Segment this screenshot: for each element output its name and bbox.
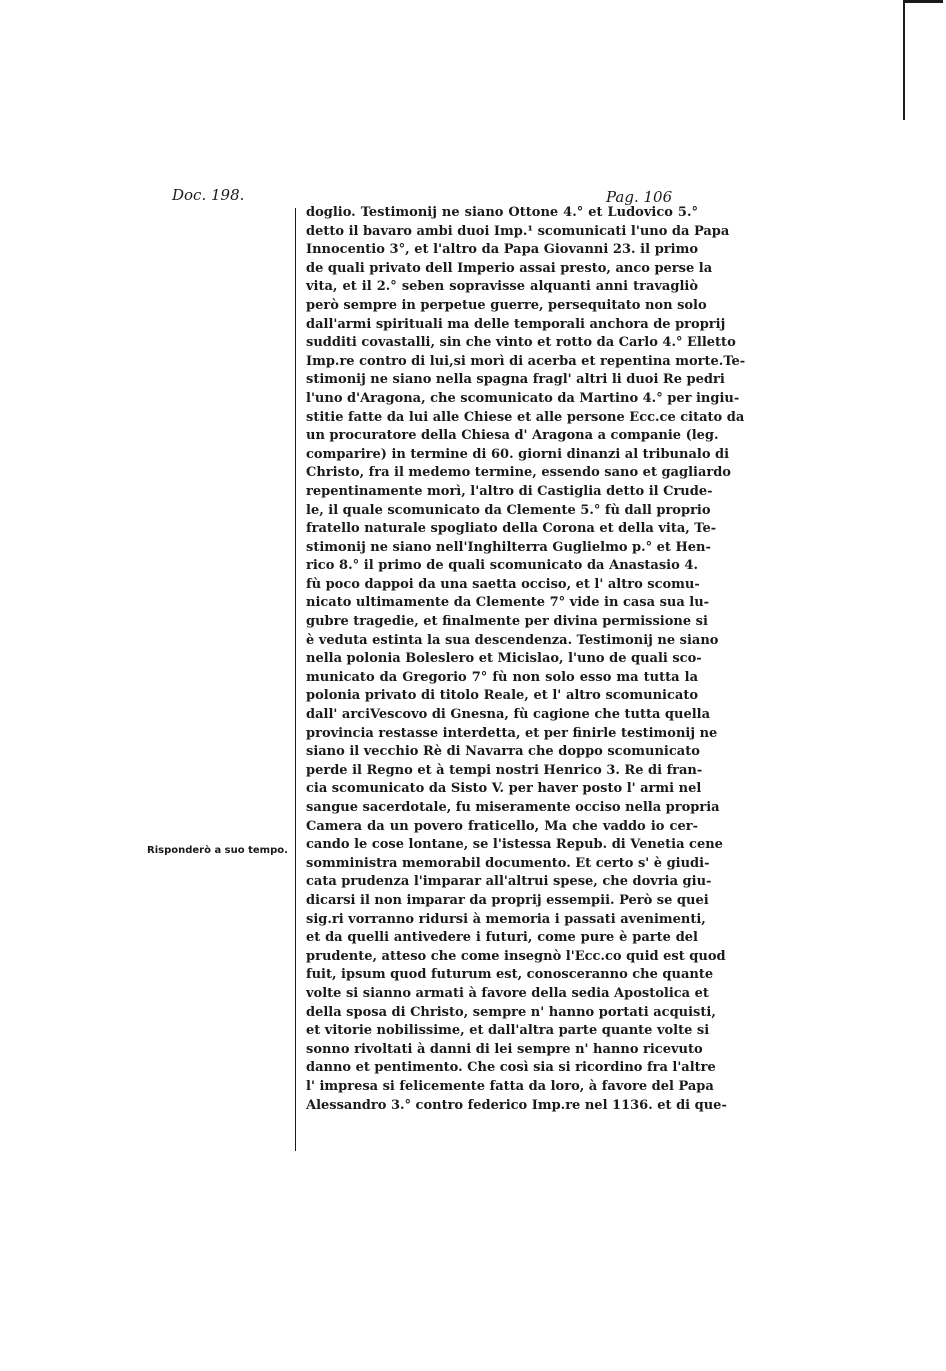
text-line: cando le cose lontane, se l'istessa Repub. di Venetia cene	[306, 837, 723, 853]
text-line: fù poco dappoi da una saetta occiso, et l' altro scomu-	[306, 576, 700, 592]
text-line: fuit, ipsum quod futurum est, conosceranno che quante	[306, 967, 714, 983]
text-line: somministra memorabil documento. Et certo s' è giudi-	[306, 855, 710, 871]
text-line: doglio. Testimonij ne siano Ottone 4.° et Ludovico 5.°	[306, 205, 698, 220]
text-line: municato da Gregorio 7° fù non solo esso ma tutta la	[306, 669, 698, 685]
text-line: fratello naturale spogliato della Corona et della vita, Te-	[306, 521, 717, 537]
text-line: danno et pentimento. Che così sia si ricordino fra l'altre	[306, 1060, 716, 1076]
text-line: nella polonia Boleslero et Micislao, l'uno de quali sco-	[306, 651, 702, 667]
text-line: provincia restasse interdetta, et per finirle testimonij ne	[306, 725, 718, 741]
text-line: Camera da un povero fraticello, Ma che vaddo io cer-	[306, 818, 698, 834]
text-line: sonno rivoltati à danni di lei sempre n' hanno ricevuto	[306, 1041, 703, 1057]
text-line: Alessandro 3.° contro federico Imp.re nel 1136. et di que-	[306, 1097, 727, 1113]
page-edge-mark	[903, 0, 905, 120]
page-number: Pag. 106	[606, 188, 673, 206]
text-line: perde il Regno et à tempi nostri Henrico 3. Re di fran-	[306, 762, 703, 778]
text-line: polonia privato di titolo Reale, et l' altro scomunicato	[306, 688, 698, 704]
text-line: sig.ri vorranno ridursi à memoria i passati avenimenti,	[306, 911, 706, 927]
doc-number: Doc. 198.	[172, 186, 245, 204]
text-line: et vitorie nobilissime, et dall'altra parte quante volte si	[306, 1023, 710, 1039]
text-line: dicarsi il non imparar da proprij essempii. Però se quei	[306, 892, 709, 908]
text-line: et da quelli antivedere i futuri, come pure è parte del	[306, 930, 698, 946]
text-line: detto il bavaro ambi duoi Imp.¹ scomunicati l'uno da Papa	[306, 223, 730, 239]
text-line: cia scomunicato da Sisto V. per haver posto l' armi nel	[306, 781, 702, 797]
text-line: Imp.re contro di lui,si morì di acerba et repentina morte.Te-	[306, 353, 746, 369]
text-line: dall'armi spirituali ma delle temporali anchora de proprij	[306, 316, 726, 332]
text-line: sangue sacerdotale, fu miseramente occiso nella propria	[306, 800, 720, 815]
text-line: rico 8.° il primo de quali scomunicato da Anastasio 4.	[306, 558, 698, 574]
text-line: volte si sianno armati à favore della sedia Apostolica et	[306, 985, 709, 1001]
text-line: repentinamente morì, l'altro di Castiglia detto il Crude-	[306, 483, 713, 499]
text-line: un procuratore della Chiesa d' Aragona a companie (leg.	[306, 428, 719, 444]
text-line: siano il vecchio Rè di Navarra che doppo scomunicato	[306, 744, 700, 760]
text-line: prudente, atteso che come insegnò l'Ecc.co quid est quod	[306, 948, 726, 964]
text-line: stimonij ne siano nella spagna fragl' altri li duoi Re pedri	[306, 372, 725, 388]
text-line: sudditi covastalli, sin che vinto et rotto da Carlo 4.° Elletto	[306, 335, 736, 351]
text-line: cata prudenza l'imparar all'altrui spese, che dovria giu-	[306, 874, 712, 890]
page-edge-mark-top	[903, 0, 943, 3]
text-line: Innocentio 3°, et l'altro da Papa Giovanni 23. il primo	[306, 242, 698, 258]
text-line: Christo, fra il medemo termine, essendo sano et gagliardo	[306, 465, 731, 481]
text-line: de quali privato dell Imperio assai presto, anco perse la	[306, 260, 713, 276]
margin-rule	[295, 208, 296, 1151]
text-line: comparire) in termine di 60. giorni dinanzi al tribunalo di	[306, 446, 730, 462]
text-line: dall' arciVescovo di Gnesna, fù cagione che tutta quella	[306, 707, 711, 723]
text-line: le, il quale scomunicato da Clemente 5.° fù dall proprio	[306, 502, 711, 518]
text-line: della sposa di Christo, sempre n' hanno portati acquisti,	[306, 1004, 716, 1020]
text-line: gubre tragedie, et finalmente per divina permissione si	[306, 614, 708, 630]
margin-note: Risponderò a suo tempo.	[147, 845, 288, 856]
main-text	[306, 204, 746, 1115]
text-line: però sempre in perpetue guerre, persequitato non solo	[306, 297, 707, 313]
text-line: stimonij ne siano nell'Inghilterra Guglielmo p.° et Hen-	[306, 539, 711, 555]
text-line: l'uno d'Aragona, che scomunicato da Martino 4.° per ingiu-	[306, 390, 740, 406]
text-line: vita, et il 2.° seben sopravisse alquanti anni travagliò	[306, 279, 698, 295]
text-line: nicato ultimamente da Clemente 7° vide in casa sua lu-	[306, 595, 710, 611]
text-line: stitie fatte da lui alle Chiese et alle persone Ecc.ce citato da	[306, 409, 745, 425]
text-line: l' impresa si felicemente fatta da loro, à favore del Papa	[306, 1078, 714, 1094]
text-line: è veduta estinta la sua descendenza. Testimonij ne siano	[306, 632, 719, 648]
